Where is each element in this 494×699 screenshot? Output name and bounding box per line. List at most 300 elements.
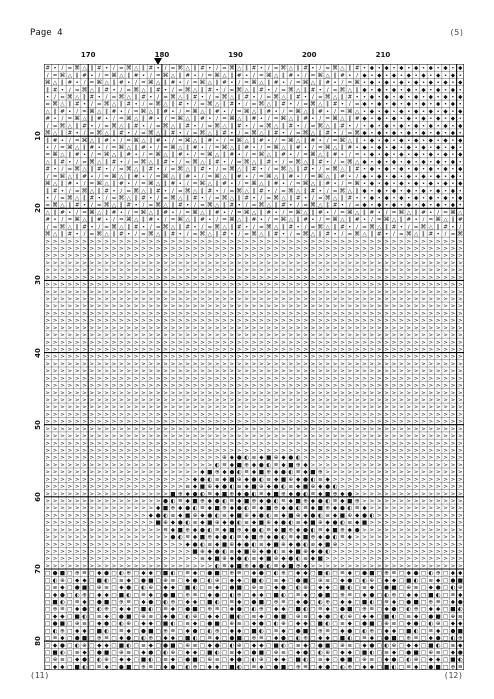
- svg-text:>: >: [259, 325, 264, 331]
- svg-text:⊕: ⊕: [215, 470, 220, 476]
- svg-text:>: >: [104, 397, 109, 403]
- svg-text:>: >: [185, 412, 190, 418]
- svg-text:≡: ≡: [325, 578, 330, 584]
- svg-text:>: >: [156, 282, 161, 288]
- svg-text:■: ■: [340, 636, 345, 642]
- svg-text:>: >: [97, 491, 102, 497]
- svg-text:⊕: ⊕: [333, 491, 338, 497]
- svg-text:□: □: [133, 578, 138, 584]
- svg-text:>: >: [406, 455, 411, 461]
- svg-text:=: =: [193, 232, 198, 238]
- svg-text:>: >: [392, 441, 397, 447]
- svg-text:>: >: [311, 369, 316, 375]
- svg-text:◐: ◐: [163, 599, 168, 605]
- svg-text:◆: ◆: [384, 138, 389, 144]
- svg-text:△: △: [186, 116, 191, 122]
- svg-text:>: >: [274, 296, 279, 302]
- svg-text:#: #: [406, 217, 411, 223]
- svg-text:>: >: [171, 426, 176, 432]
- svg-text:◆: ◆: [443, 152, 448, 158]
- svg-text:>: >: [333, 419, 338, 425]
- svg-text:>: >: [156, 304, 161, 310]
- svg-text:#: #: [200, 66, 205, 72]
- svg-text:⌘: ⌘: [119, 194, 125, 201]
- svg-text:>: >: [45, 563, 50, 569]
- svg-text:#: #: [171, 131, 176, 137]
- svg-text:>: >: [370, 477, 375, 483]
- svg-text:□: □: [67, 657, 72, 663]
- svg-text:≡: ≡: [215, 527, 220, 533]
- svg-text:■: ■: [185, 585, 190, 591]
- svg-text:>: >: [244, 318, 249, 324]
- svg-text:△: △: [267, 152, 272, 158]
- svg-text:•: •: [459, 102, 462, 108]
- svg-text:◐: ◐: [369, 599, 374, 605]
- svg-text:◆: ◆: [392, 145, 397, 151]
- svg-text:>: >: [384, 441, 389, 447]
- svg-text:⊕: ⊕: [266, 470, 271, 476]
- svg-text:=: =: [428, 217, 433, 223]
- svg-text:◆: ◆: [163, 636, 168, 642]
- svg-text:□: □: [443, 643, 448, 649]
- svg-text:>: >: [347, 376, 352, 382]
- svg-text:>: >: [156, 347, 161, 353]
- svg-text:△: △: [392, 217, 397, 223]
- svg-text:>: >: [333, 340, 338, 346]
- svg-text:=: =: [207, 123, 212, 129]
- svg-text:>: >: [347, 333, 352, 339]
- svg-text:>: >: [97, 383, 102, 389]
- svg-text:>: >: [230, 246, 235, 252]
- svg-text:□: □: [443, 650, 448, 656]
- svg-text:>: >: [119, 441, 124, 447]
- svg-text:>: >: [207, 296, 212, 302]
- svg-text:≡: ≡: [281, 549, 286, 555]
- svg-text:>: >: [421, 361, 426, 367]
- svg-text:>: >: [325, 448, 330, 454]
- svg-text:∥: ∥: [46, 187, 49, 194]
- svg-text:◆: ◆: [252, 571, 257, 577]
- svg-text:>: >: [370, 470, 375, 476]
- svg-text:◆: ◆: [370, 636, 375, 642]
- svg-text:>: >: [148, 325, 153, 331]
- svg-text:>: >: [355, 441, 360, 447]
- svg-text:■: ■: [281, 527, 286, 533]
- svg-text:>: >: [75, 535, 80, 541]
- svg-text:◆: ◆: [451, 116, 456, 122]
- svg-text:⌘: ⌘: [435, 216, 441, 223]
- svg-text:≡: ≡: [82, 571, 87, 577]
- svg-text:⌘: ⌘: [74, 216, 80, 223]
- svg-text:>: >: [333, 296, 338, 302]
- svg-text:>: >: [53, 268, 58, 274]
- svg-text:>: >: [134, 434, 139, 440]
- svg-text:□: □: [222, 599, 227, 605]
- svg-text:>: >: [421, 268, 426, 274]
- svg-text:■: ■: [296, 607, 301, 613]
- svg-text:◆: ◆: [281, 462, 286, 468]
- svg-text:#: #: [274, 131, 279, 137]
- svg-text:□: □: [443, 621, 448, 627]
- svg-text:>: >: [53, 426, 58, 432]
- svg-text:>: >: [104, 268, 109, 274]
- svg-text:●: ●: [436, 585, 441, 591]
- svg-text:>: >: [318, 268, 323, 274]
- svg-text:/: /: [283, 109, 285, 115]
- svg-text:>: >: [370, 325, 375, 331]
- svg-text:∥: ∥: [356, 137, 359, 144]
- svg-text:>: >: [370, 527, 375, 533]
- svg-text:◆: ◆: [60, 636, 65, 642]
- svg-text:□: □: [45, 599, 50, 605]
- svg-text:>: >: [392, 484, 397, 490]
- svg-text:◆: ◆: [451, 174, 456, 180]
- svg-text:>: >: [193, 304, 198, 310]
- svg-text:=: =: [119, 116, 124, 122]
- svg-text:∥: ∥: [142, 166, 145, 173]
- svg-text:>: >: [119, 520, 124, 526]
- svg-text:>: >: [347, 340, 352, 346]
- svg-text:>: >: [215, 282, 220, 288]
- svg-text:□: □: [89, 585, 94, 591]
- svg-text:◆: ◆: [60, 664, 65, 670]
- svg-text:>: >: [126, 484, 131, 490]
- svg-text:>: >: [414, 325, 419, 331]
- svg-text:/: /: [91, 152, 93, 158]
- column-marker: 170: [81, 51, 96, 59]
- svg-text:>: >: [458, 405, 463, 411]
- svg-text:>: >: [60, 563, 65, 569]
- svg-text:>: >: [377, 376, 382, 382]
- svg-text:/: /: [268, 66, 270, 72]
- svg-text:◆: ◆: [377, 145, 382, 151]
- svg-text:△: △: [104, 232, 109, 238]
- svg-text:>: >: [296, 354, 301, 360]
- svg-text:>: >: [406, 441, 411, 447]
- svg-text:≡: ≡: [252, 664, 257, 670]
- svg-text:>: >: [288, 369, 293, 375]
- svg-text:•: •: [385, 145, 388, 151]
- svg-text:■: ■: [60, 621, 65, 627]
- svg-text:>: >: [141, 470, 146, 476]
- svg-text:◆: ◆: [348, 571, 353, 577]
- svg-text:■: ■: [207, 520, 212, 526]
- svg-text:●: ●: [222, 535, 227, 541]
- svg-text:∥: ∥: [348, 166, 351, 173]
- svg-text:>: >: [421, 296, 426, 302]
- svg-text:•: •: [193, 174, 196, 180]
- svg-text:◆: ◆: [414, 152, 419, 158]
- svg-text:#: #: [112, 210, 117, 216]
- svg-text:>: >: [112, 412, 117, 418]
- svg-text:>: >: [60, 282, 65, 288]
- svg-text:>: >: [237, 296, 242, 302]
- svg-text:>: >: [252, 347, 257, 353]
- svg-text:>: >: [384, 484, 389, 490]
- svg-text:◐: ◐: [451, 585, 456, 591]
- svg-text:>: >: [392, 390, 397, 396]
- svg-text:/: /: [128, 210, 130, 216]
- svg-text:>: >: [392, 289, 397, 295]
- svg-text:≡: ≡: [171, 513, 176, 519]
- svg-text:◐: ◐: [414, 628, 419, 634]
- svg-text:>: >: [296, 289, 301, 295]
- svg-text:>: >: [45, 361, 50, 367]
- svg-text:>: >: [126, 325, 131, 331]
- svg-text:□: □: [266, 571, 271, 577]
- svg-text:●: ●: [215, 643, 220, 649]
- svg-text:■: ■: [391, 585, 396, 591]
- svg-text:•: •: [179, 181, 182, 187]
- svg-text:>: >: [244, 426, 249, 432]
- svg-text:□: □: [111, 571, 116, 577]
- svg-text:>: >: [163, 340, 168, 346]
- svg-text:◆: ◆: [392, 578, 397, 584]
- svg-text:>: >: [185, 361, 190, 367]
- svg-text:∥: ∥: [113, 231, 116, 238]
- svg-text:>: >: [458, 498, 463, 504]
- svg-text:>: >: [318, 405, 323, 411]
- svg-text:□: □: [156, 599, 161, 605]
- svg-text:•: •: [267, 138, 270, 144]
- svg-text:⊕: ⊕: [171, 506, 176, 512]
- svg-text:■: ■: [281, 614, 286, 620]
- svg-text:◆: ◆: [252, 643, 257, 649]
- svg-text:•: •: [319, 87, 322, 93]
- svg-text:□: □: [111, 578, 116, 584]
- svg-text:>: >: [458, 426, 463, 432]
- svg-text:⌘: ⌘: [303, 180, 309, 187]
- row-marker: 50: [34, 420, 42, 430]
- svg-text:>: >: [414, 542, 419, 548]
- svg-text:∥: ∥: [230, 223, 233, 230]
- svg-text:/: /: [246, 102, 248, 108]
- svg-text:>: >: [436, 535, 441, 541]
- svg-text:>: >: [406, 484, 411, 490]
- svg-text:■: ■: [156, 520, 161, 526]
- svg-text:∥: ∥: [164, 231, 167, 238]
- svg-text:□: □: [355, 585, 360, 591]
- svg-text:◆: ◆: [443, 66, 448, 72]
- svg-text:∥: ∥: [216, 130, 219, 137]
- svg-text:>: >: [443, 448, 448, 454]
- svg-text:#: #: [303, 116, 308, 122]
- svg-text:>: >: [325, 397, 330, 403]
- svg-text:■: ■: [362, 599, 367, 605]
- svg-text:>: >: [60, 434, 65, 440]
- svg-text:/: /: [275, 188, 277, 194]
- svg-text:>: >: [222, 412, 227, 418]
- svg-text:>: >: [274, 426, 279, 432]
- svg-text:⌘: ⌘: [266, 173, 272, 180]
- svg-text:●: ●: [414, 621, 419, 627]
- svg-text:>: >: [82, 405, 87, 411]
- svg-text:>: >: [90, 527, 95, 533]
- svg-text:>: >: [193, 246, 198, 252]
- svg-text:●: ●: [75, 585, 80, 591]
- svg-text:>: >: [126, 455, 131, 461]
- svg-text:>: >: [399, 282, 404, 288]
- svg-text:⊕: ⊕: [185, 592, 190, 598]
- svg-text:>: >: [104, 542, 109, 548]
- svg-text:•: •: [437, 195, 440, 201]
- svg-text:>: >: [428, 282, 433, 288]
- svg-text:>: >: [193, 296, 198, 302]
- svg-text:=: =: [112, 145, 117, 151]
- svg-text:□: □: [111, 614, 116, 620]
- svg-text:>: >: [288, 296, 293, 302]
- svg-text:•: •: [451, 94, 454, 100]
- svg-text:△: △: [230, 94, 235, 100]
- svg-text:>: >: [311, 448, 316, 454]
- svg-text:⌘: ⌘: [318, 72, 324, 79]
- svg-text:/: /: [194, 152, 196, 158]
- svg-text:◆: ◆: [333, 513, 338, 519]
- svg-text:>: >: [67, 246, 72, 252]
- svg-text:•: •: [356, 94, 359, 100]
- svg-text:□: □: [222, 628, 227, 634]
- svg-text:>: >: [82, 304, 87, 310]
- svg-text:#: #: [185, 73, 190, 79]
- svg-text:■: ■: [104, 650, 109, 656]
- svg-text:>: >: [112, 289, 117, 295]
- svg-text:>: >: [222, 426, 227, 432]
- svg-text:>: >: [163, 311, 168, 317]
- svg-text:>: >: [288, 311, 293, 317]
- svg-text:•: •: [451, 80, 454, 86]
- svg-text:>: >: [97, 289, 102, 295]
- svg-text:>: >: [392, 506, 397, 512]
- svg-text:>: >: [67, 282, 72, 288]
- svg-text:□: □: [244, 592, 249, 598]
- svg-text:>: >: [333, 253, 338, 259]
- svg-text:>: >: [303, 282, 308, 288]
- svg-text:>: >: [333, 325, 338, 331]
- svg-text:>: >: [340, 397, 345, 403]
- svg-text:>: >: [90, 296, 95, 302]
- svg-text:>: >: [377, 549, 382, 555]
- svg-text:>: >: [370, 253, 375, 259]
- svg-text:>: >: [406, 268, 411, 274]
- svg-text:●: ●: [451, 578, 456, 584]
- svg-text:>: >: [421, 253, 426, 259]
- svg-text:>: >: [104, 477, 109, 483]
- svg-text:>: >: [60, 304, 65, 310]
- svg-text:■: ■: [362, 520, 367, 526]
- svg-text:=: =: [325, 217, 330, 223]
- svg-text:●: ●: [82, 657, 87, 663]
- svg-text:◆: ◆: [407, 87, 412, 93]
- svg-text:>: >: [237, 448, 242, 454]
- svg-text:■: ■: [318, 506, 323, 512]
- svg-text:∥: ∥: [230, 122, 233, 129]
- svg-text:>: >: [60, 520, 65, 526]
- svg-text:△: △: [97, 159, 102, 165]
- svg-text:■: ■: [207, 470, 212, 476]
- svg-text:>: >: [311, 397, 316, 403]
- svg-text:>: >: [421, 434, 426, 440]
- svg-text:>: >: [340, 412, 345, 418]
- svg-text:>: >: [215, 260, 220, 266]
- svg-text:>: >: [185, 260, 190, 266]
- svg-text:•: •: [98, 94, 101, 100]
- svg-text:⌘: ⌘: [303, 231, 309, 238]
- svg-text:⌘: ⌘: [384, 216, 390, 223]
- svg-text:#: #: [355, 66, 360, 72]
- svg-text:>: >: [222, 405, 227, 411]
- svg-text:/: /: [312, 195, 314, 201]
- svg-text:>: >: [428, 333, 433, 339]
- svg-text:◆: ◆: [362, 664, 367, 670]
- svg-text:△: △: [311, 131, 316, 137]
- svg-text:•: •: [105, 167, 108, 173]
- svg-text:⌘: ⌘: [141, 108, 147, 115]
- svg-text:>: >: [45, 246, 50, 252]
- svg-text:>: >: [340, 260, 345, 266]
- svg-text:∥: ∥: [194, 115, 197, 122]
- svg-text:◆: ◆: [186, 599, 191, 605]
- svg-text:>: >: [362, 354, 367, 360]
- svg-text:⊕: ⊕: [451, 664, 456, 670]
- svg-text:>: >: [355, 296, 360, 302]
- svg-text:>: >: [428, 253, 433, 259]
- svg-text:◐: ◐: [274, 549, 279, 555]
- svg-text:□: □: [156, 592, 161, 598]
- svg-text:>: >: [193, 390, 198, 396]
- svg-text:>: >: [392, 520, 397, 526]
- svg-text:>: >: [97, 506, 102, 512]
- svg-text:>: >: [384, 513, 389, 519]
- svg-text:>: >: [458, 304, 463, 310]
- svg-text:■: ■: [325, 491, 330, 497]
- svg-text:◆: ◆: [429, 109, 434, 115]
- svg-text:>: >: [281, 419, 286, 425]
- svg-text:⌘: ⌘: [67, 144, 73, 151]
- svg-text:•: •: [370, 73, 373, 79]
- svg-text:>: >: [134, 383, 139, 389]
- svg-text:>: >: [451, 260, 456, 266]
- svg-text:□: □: [67, 621, 72, 627]
- svg-text:◆: ◆: [429, 94, 434, 100]
- svg-text:>: >: [311, 289, 316, 295]
- svg-text:>: >: [288, 304, 293, 310]
- svg-text:>: >: [333, 282, 338, 288]
- svg-text:>: >: [303, 441, 308, 447]
- svg-text:>: >: [141, 542, 146, 548]
- svg-text:◐: ◐: [406, 607, 411, 613]
- svg-text:>: >: [185, 275, 190, 281]
- svg-text:>: >: [451, 498, 456, 504]
- svg-text:#: #: [185, 174, 190, 180]
- svg-text:⊕: ⊕: [171, 599, 176, 605]
- svg-text:/: /: [283, 210, 285, 216]
- svg-text:>: >: [340, 289, 345, 295]
- svg-text:◆: ◆: [82, 599, 87, 605]
- svg-text:≡: ≡: [436, 650, 441, 656]
- svg-text:•: •: [370, 87, 373, 93]
- svg-text:>: >: [428, 498, 433, 504]
- svg-text:/: /: [187, 232, 189, 238]
- svg-text:=: =: [259, 224, 264, 230]
- svg-text:◆: ◆: [421, 87, 426, 93]
- svg-text:>: >: [451, 268, 456, 274]
- svg-text:◆: ◆: [362, 87, 367, 93]
- svg-text:>: >: [119, 246, 124, 252]
- svg-text:●: ●: [281, 585, 286, 591]
- svg-text:⊕: ⊕: [119, 599, 124, 605]
- svg-text:>: >: [163, 325, 168, 331]
- svg-text:>: >: [244, 361, 249, 367]
